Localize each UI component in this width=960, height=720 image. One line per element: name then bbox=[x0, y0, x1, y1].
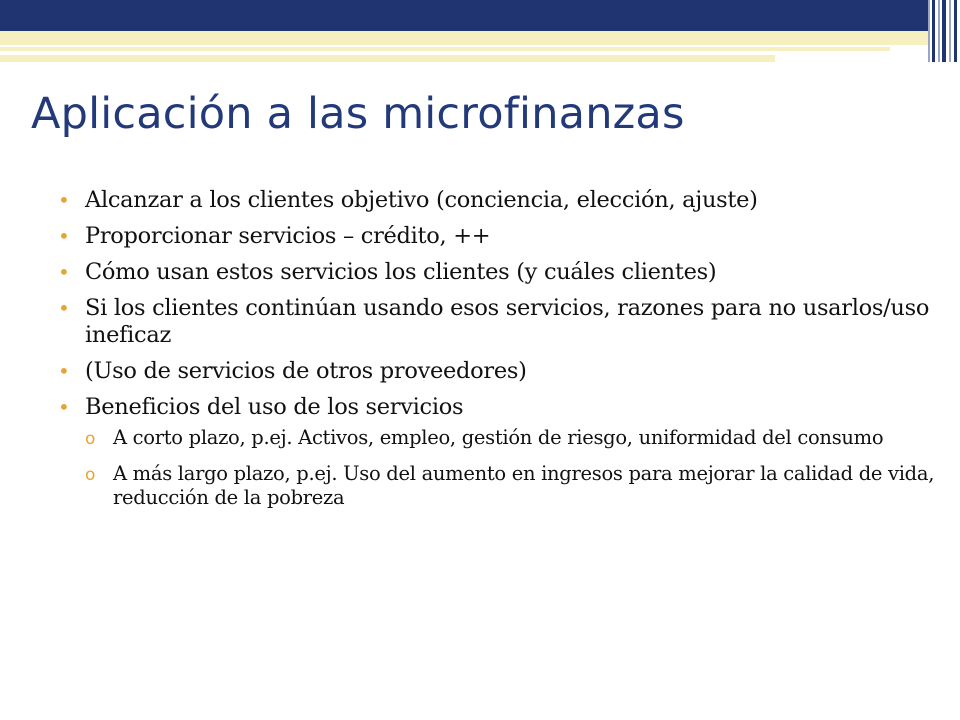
header-stripes bbox=[928, 0, 960, 62]
header-bar-navy bbox=[0, 0, 928, 31]
bullet-item bbox=[55, 223, 940, 250]
sub-bullet-list bbox=[55, 426, 940, 510]
sub-bullet-text: A más largo plazo, p.ej. Uso del aumento en ingresos para mejorar la calidad de vida, reducción de la pobreza bbox=[113, 462, 935, 509]
bullet-item bbox=[55, 358, 940, 385]
circle-marker-icon: o bbox=[85, 465, 96, 485]
header-bar-cream-thin-lower bbox=[0, 55, 775, 62]
sub-bullet-text: A corto plazo, p.ej. Activos, empleo, gestión de riesgo, uniformidad del consumo bbox=[113, 426, 884, 449]
bullet-marker-icon: • bbox=[58, 296, 70, 320]
bullet-marker-icon: • bbox=[58, 395, 70, 419]
bullet-list bbox=[55, 187, 940, 522]
sub-bullet-item bbox=[55, 462, 940, 510]
bullet-item bbox=[55, 394, 940, 421]
bullet-item bbox=[55, 259, 940, 286]
bullet-text: Proporcionar servicios – crédito, ++ bbox=[85, 223, 491, 249]
bullet-item bbox=[55, 187, 940, 214]
bullet-text: Alcanzar a los clientes objetivo (conciencia, elección, ajuste) bbox=[85, 187, 758, 213]
sub-bullet-item bbox=[55, 426, 940, 450]
bullet-marker-icon: • bbox=[58, 188, 70, 212]
bullet-text: Cómo usan estos servicios los clientes (y cuáles clientes) bbox=[85, 259, 717, 285]
bullet-marker-icon: • bbox=[58, 260, 70, 284]
bullet-marker-icon: • bbox=[58, 224, 70, 248]
header-bar-cream bbox=[0, 31, 928, 45]
slide-title: Aplicación a las microfinanzas bbox=[31, 89, 685, 139]
bullet-text: Si los clientes continúan usando esos servicios, razones para no usarlos/uso ineficaz bbox=[85, 295, 930, 348]
circle-marker-icon: o bbox=[85, 429, 96, 449]
bullet-text: (Uso de servicios de otros proveedores) bbox=[85, 358, 527, 384]
header-bar-cream-thin bbox=[0, 47, 890, 51]
bullet-text: Beneficios del uso de los servicios bbox=[85, 394, 464, 420]
bullet-item bbox=[55, 295, 940, 349]
bullet-marker-icon: • bbox=[58, 359, 70, 383]
